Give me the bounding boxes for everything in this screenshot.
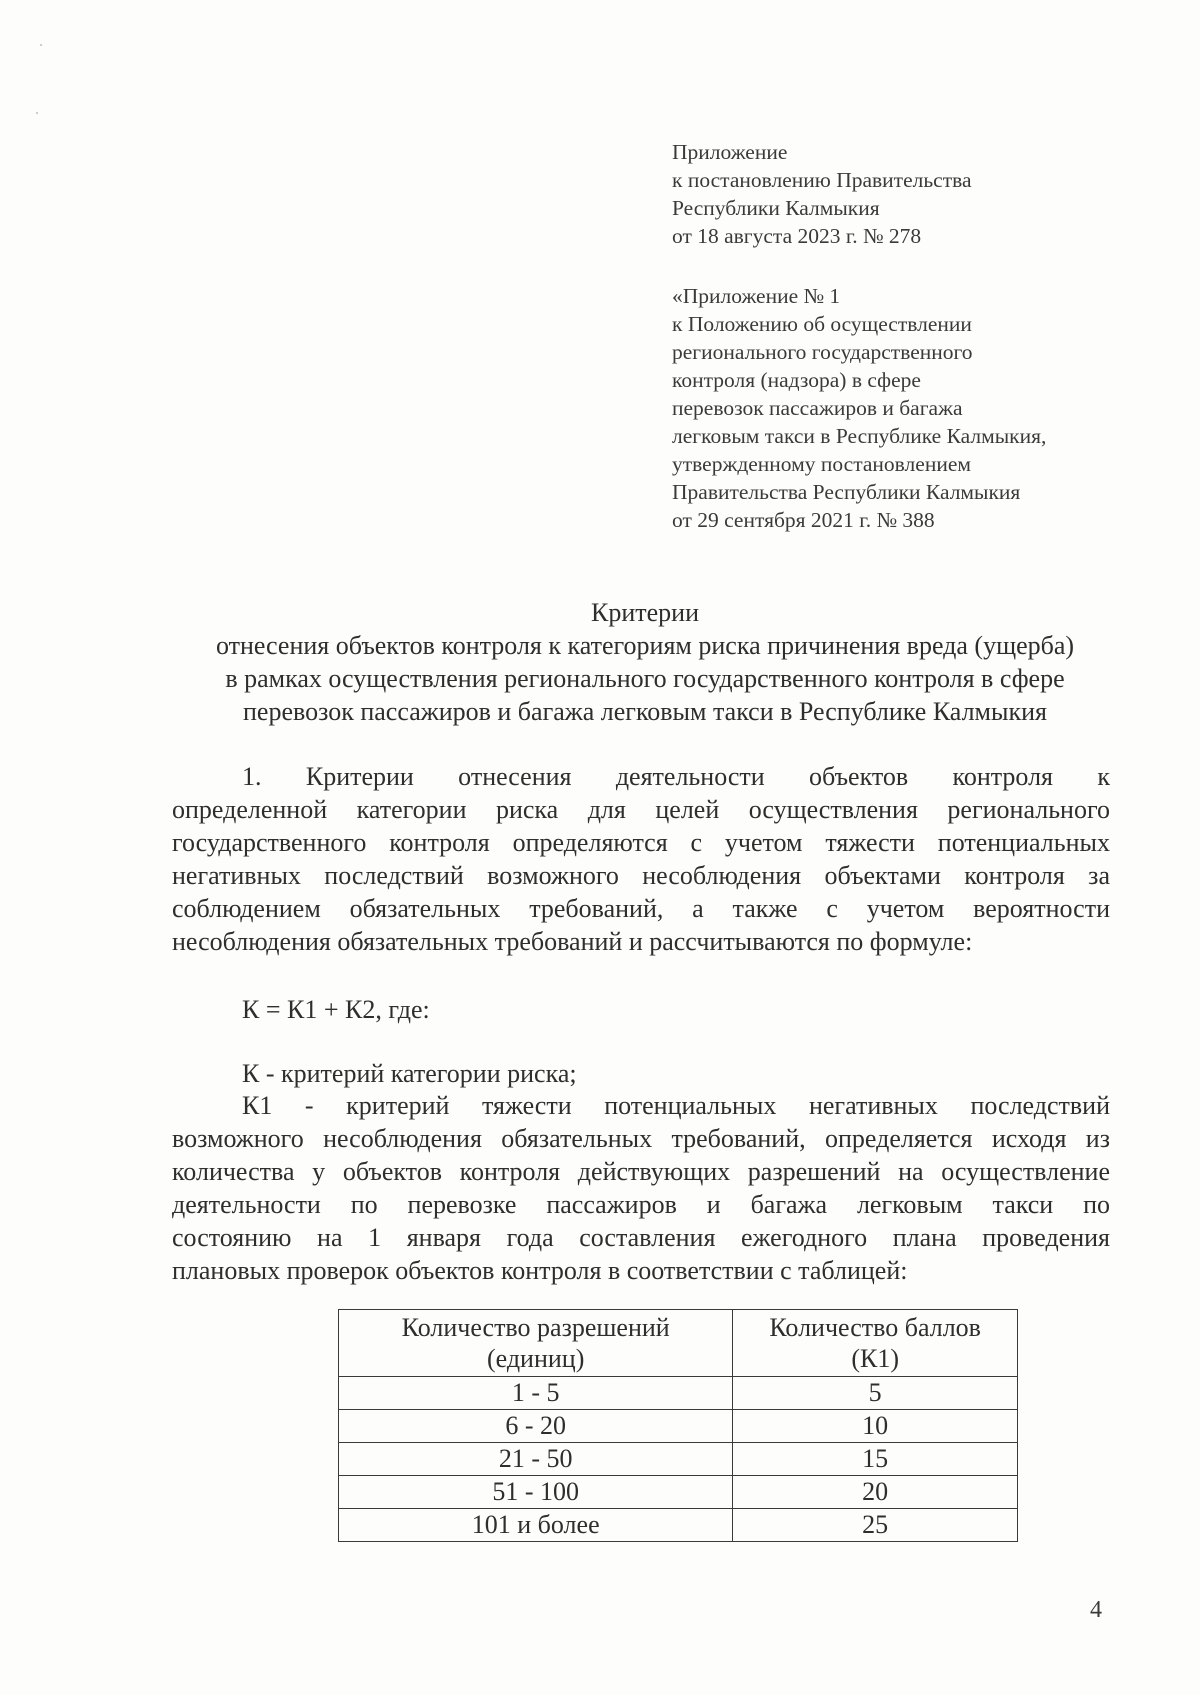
- scan-dot: [36, 112, 38, 114]
- annex-1-line: контроля (надзора) в сфере: [672, 368, 921, 392]
- paragraph-line: государственного контроля определяются с учетом тяжести потенциальных: [172, 828, 1110, 857]
- annex-header-line: от 18 августа 2023 г. № 278: [672, 224, 922, 248]
- annex-header-line: Приложение: [672, 140, 788, 164]
- annex-1-line: Правительства Республики Калмыкия: [672, 480, 1021, 504]
- title-line: в рамках осуществления регионального государственного контроля в сфере: [225, 664, 1065, 693]
- annex-1-line: перевозок пассажиров и багажа: [672, 396, 963, 420]
- paragraph-line: плановых проверок объектов контроля в соответствии с таблицей:: [172, 1256, 908, 1285]
- header-text: Количество разрешений: [401, 1313, 670, 1342]
- table-cell: 20: [733, 1476, 1018, 1509]
- table-header-points: [733, 1310, 1018, 1377]
- paragraph-1: [172, 760, 1110, 958]
- formula-text: К = К1 + К2, где:: [242, 995, 430, 1024]
- header-text: (единиц): [486, 1344, 585, 1373]
- table-row: [339, 1377, 1018, 1410]
- annex-1-header: [672, 282, 1112, 534]
- scan-dot: [40, 44, 42, 46]
- table-header-row: [339, 1310, 1018, 1377]
- table-cell: 21 - 50: [339, 1443, 733, 1476]
- annex-header-line: Республики Калмыкия: [672, 196, 880, 220]
- paragraph-line: соблюдением обязательных требований, а также с учетом вероятности: [172, 894, 1110, 923]
- paragraph-line: деятельности по перевозке пассажиров и багажа легковым такси по: [172, 1190, 1110, 1219]
- title-line: перевозок пассажиров и багажа легковым такси в Республике Калмыкия: [243, 697, 1047, 726]
- table-cell: 6 - 20: [339, 1410, 733, 1443]
- annex-header: [672, 138, 1112, 250]
- title-heading: Критерии: [591, 598, 699, 627]
- table-cell: 15: [733, 1443, 1018, 1476]
- table-cell: 10: [733, 1410, 1018, 1443]
- table-header-permits: [339, 1310, 733, 1377]
- paragraph-line: 1. Критерии отнесения деятельности объектов контроля к: [242, 762, 1110, 791]
- table-row: [339, 1476, 1018, 1509]
- page-number: 4: [1090, 1597, 1102, 1623]
- paragraph-line: определенной категории риска для целей осуществления регионального: [172, 795, 1110, 824]
- paragraph-line: негативных последствий возможного несоблюдения объектами контроля за: [172, 861, 1110, 890]
- k1-points-table: [338, 1309, 1018, 1542]
- table-cell: 1 - 5: [339, 1377, 733, 1410]
- table-row: [339, 1443, 1018, 1476]
- title-line: отнесения объектов контроля к категориям риска причинения вреда (ущерба): [215, 631, 1075, 660]
- annex-1-line: к Положению об осуществлении: [672, 312, 972, 336]
- table-row: [339, 1410, 1018, 1443]
- table-cell: 25: [733, 1509, 1018, 1542]
- annex-header-line: к постановлению Правительства: [672, 168, 972, 192]
- table-cell: 5: [733, 1377, 1018, 1410]
- document-title: [160, 596, 1130, 728]
- annex-1-line: от 29 сентября 2021 г. № 388: [672, 508, 935, 532]
- paragraph-line: несоблюдения обязательных требований и рассчитываются по формуле:: [172, 927, 973, 956]
- table-row: [339, 1509, 1018, 1542]
- annex-1-line: легковым такси в Республике Калмыкия,: [672, 424, 1047, 448]
- table-cell: 101 и более: [339, 1509, 733, 1542]
- table-cell: 51 - 100: [339, 1476, 733, 1509]
- paragraph-line: К1 - критерий тяжести потенциальных негативных последствий: [242, 1091, 1110, 1120]
- annex-1-line: утвержденному постановлением: [672, 452, 971, 476]
- paragraph-line: возможного несоблюдения обязательных требований, определяется исходя из: [172, 1124, 1110, 1153]
- definition-k-text: К - критерий категории риска;: [242, 1059, 577, 1088]
- paragraph-k1: [172, 1089, 1110, 1287]
- annex-1-line: регионального государственного: [672, 340, 973, 364]
- paragraph-line: количества у объектов контроля действующих разрешений на осуществление: [172, 1157, 1110, 1186]
- annex-1-line: «Приложение № 1: [672, 284, 841, 308]
- header-text: (К1): [851, 1344, 900, 1373]
- paragraph-line: состоянию на 1 января года составления ежегодного плана проведения: [172, 1223, 1110, 1252]
- formula: [242, 993, 430, 1026]
- definition-k: [242, 1057, 577, 1090]
- header-text: Количество баллов: [769, 1313, 981, 1342]
